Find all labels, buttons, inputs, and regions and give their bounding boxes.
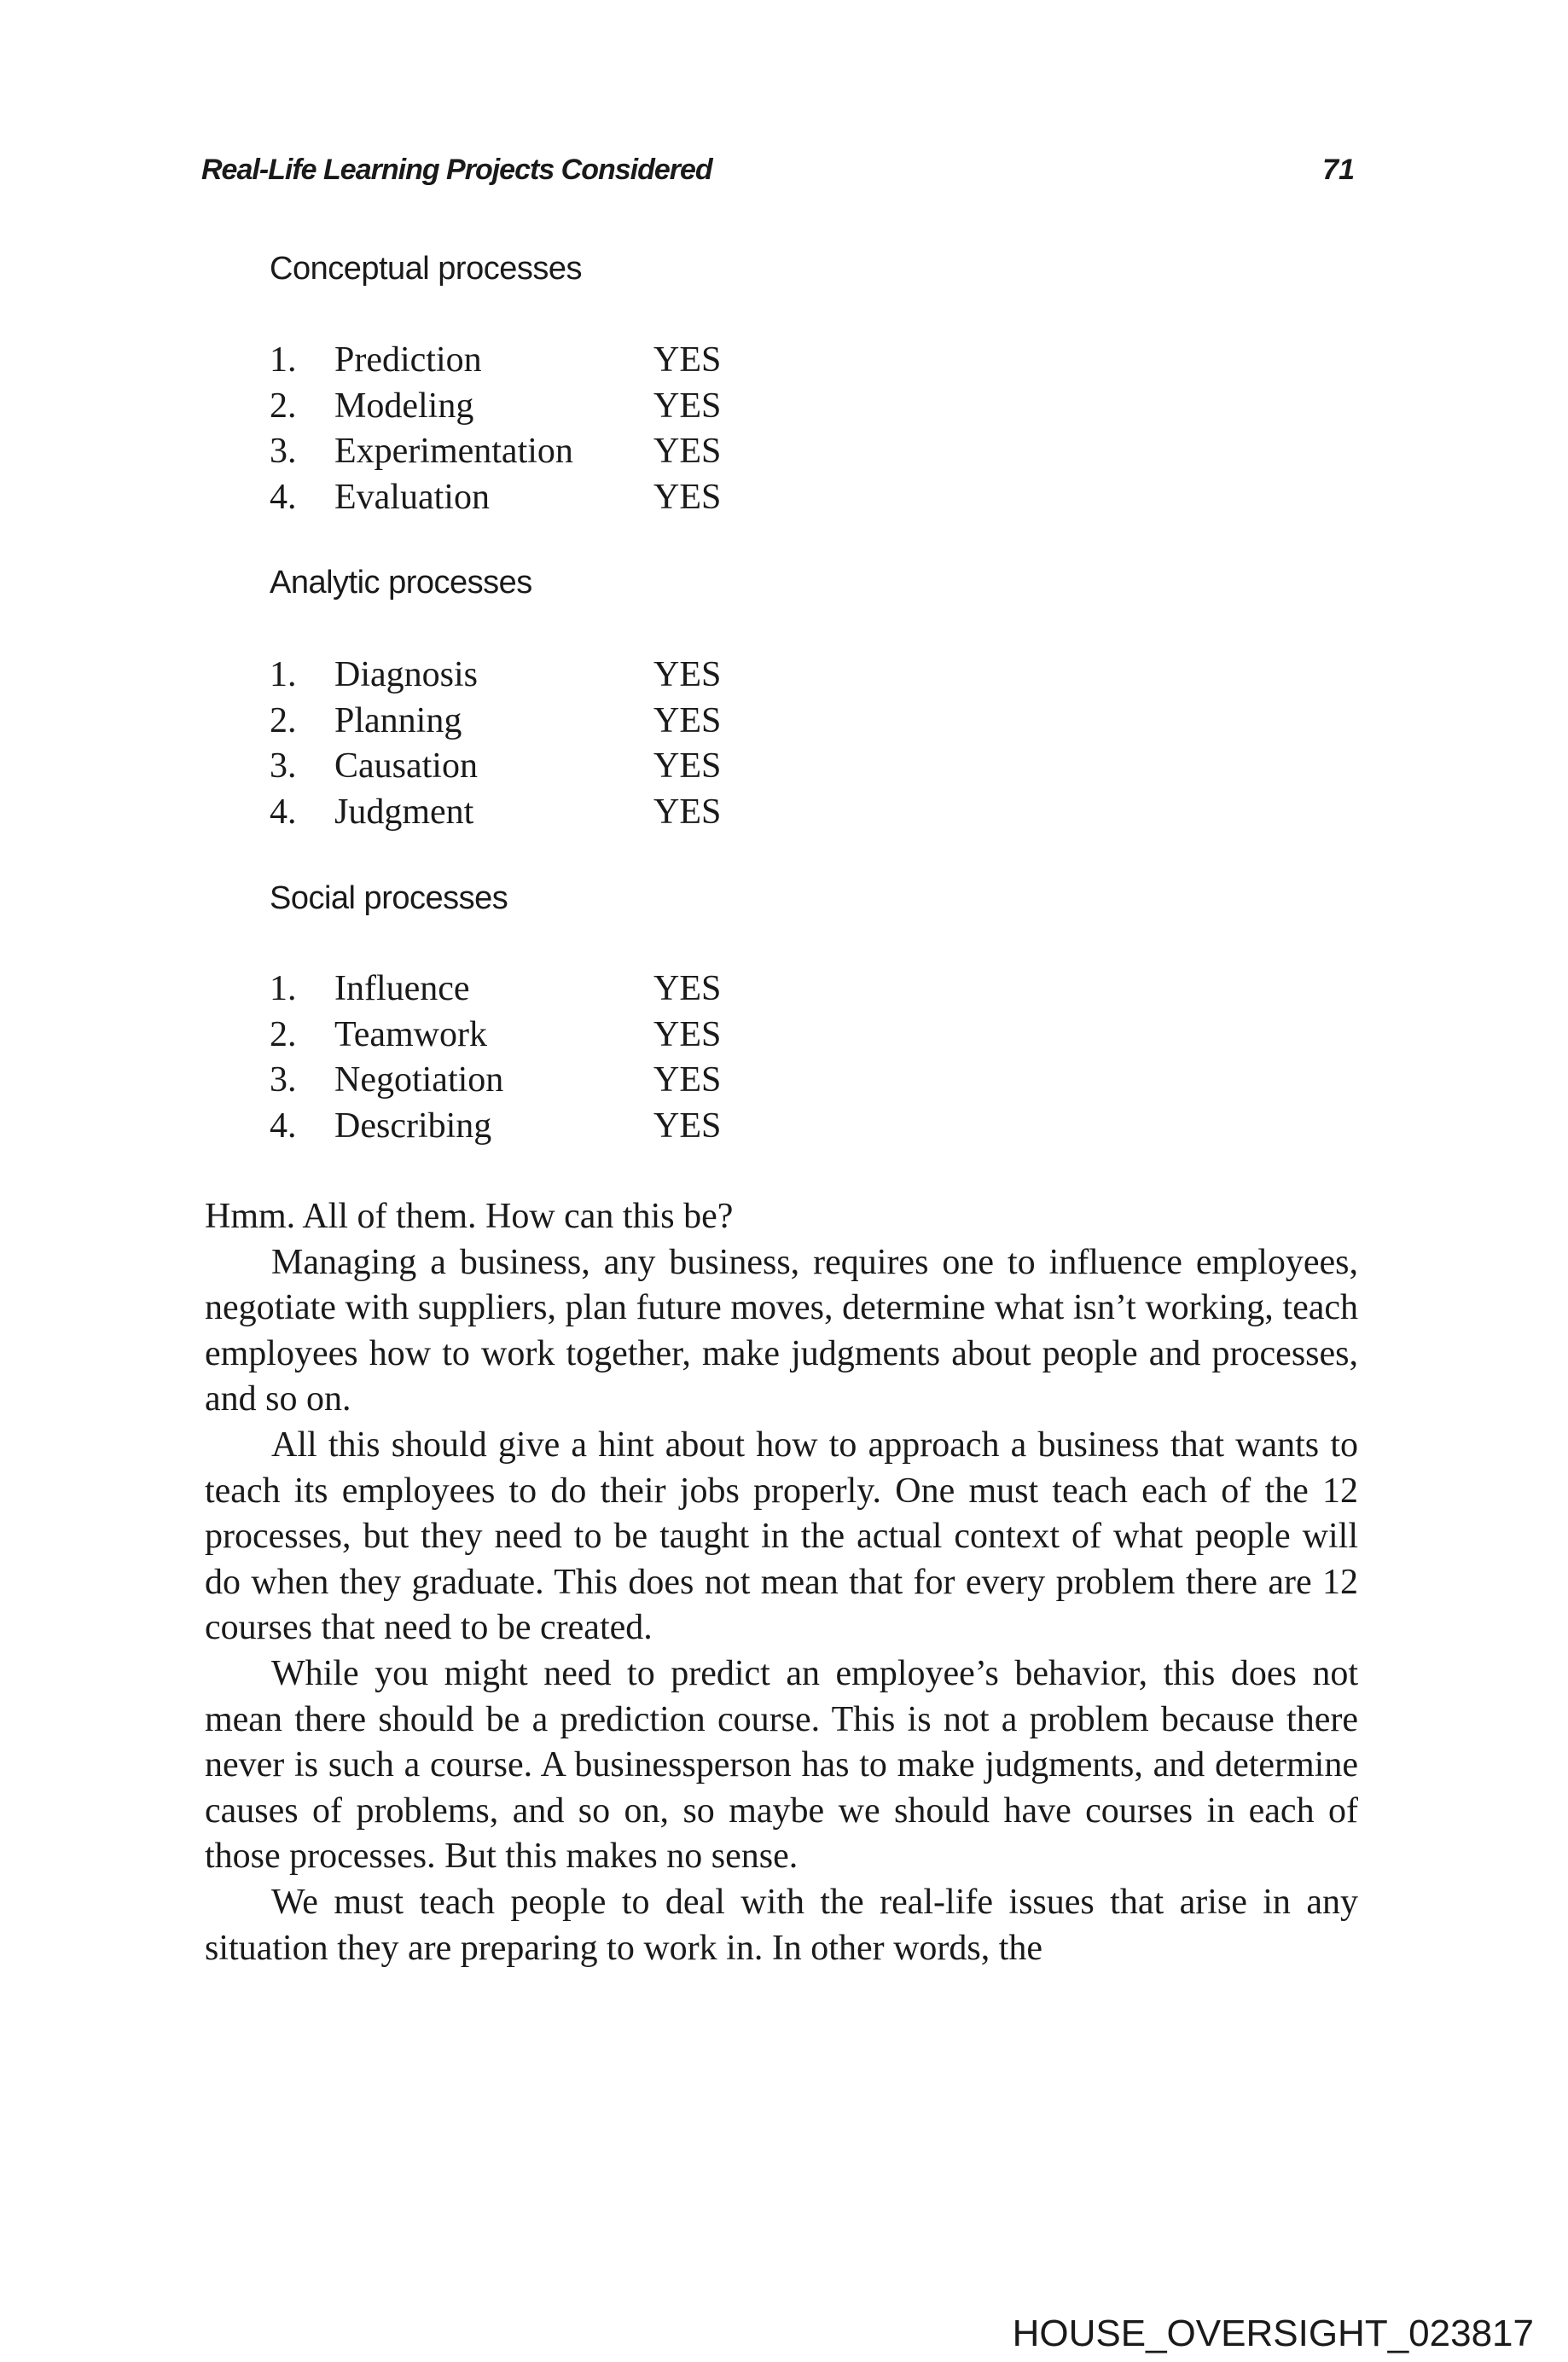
- item-label: Planning: [334, 700, 462, 740]
- item-label: Teamwork: [334, 1014, 487, 1054]
- body-text: [205, 1194, 1358, 1971]
- item-value: YES: [653, 386, 722, 426]
- item-label: Prediction: [334, 340, 482, 380]
- item-number: 4.: [270, 792, 297, 832]
- item-label: Influence: [334, 969, 470, 1008]
- item-number: 2.: [270, 700, 297, 740]
- item-number: 3.: [270, 432, 297, 471]
- item-number: 3.: [270, 746, 297, 786]
- item-number: 4.: [270, 477, 297, 517]
- item-label: Negotiation: [334, 1060, 504, 1100]
- page-number: 71: [1322, 154, 1355, 186]
- paragraph: Hmm. All of them. How can this be?: [205, 1197, 734, 1236]
- item-value: YES: [653, 969, 722, 1008]
- item-number: 1.: [270, 655, 297, 694]
- item-number: 3.: [270, 1060, 297, 1100]
- item-label: Modeling: [334, 386, 474, 426]
- paragraph: We must teach people to deal with the real-life issues that arise in any situation they are preparing to work in. In other words, the: [205, 1882, 1358, 1968]
- paragraph: All this should give a hint about how to approach a business that wants to teach its employees to do their jobs properly. One must teach each of the 12 processes, but they need to be taught in the actual context of what people will do when they graduate. This does not mean that for every problem there are 12 courses that need to be created.: [205, 1425, 1358, 1648]
- item-value: YES: [653, 1060, 722, 1100]
- paragraph: Managing a business, any business, requires one to influence employees, negotiate with suppliers, plan future moves, determine what isn’t working, teach employees how to work together, make judgments about people and processes, and so on.: [205, 1242, 1358, 1419]
- item-number: 1.: [270, 969, 297, 1008]
- item-number: 2.: [270, 1014, 297, 1054]
- running-title: Real-Life Learning Projects Considered: [201, 154, 712, 186]
- item-value: YES: [653, 1106, 722, 1146]
- paragraph: While you might need to predict an employee’s behavior, this does not mean there should be a prediction course. This is not a problem because there never is such a course. A businessperson has to make judgments, and determine causes of problems, and so on, so maybe we should have courses in each of those processes. But this makes no sense.: [205, 1653, 1358, 1877]
- item-value: YES: [653, 655, 722, 694]
- item-label: Evaluation: [334, 477, 490, 517]
- item-number: 1.: [270, 340, 297, 380]
- item-value: YES: [653, 477, 722, 517]
- item-value: YES: [653, 700, 722, 740]
- item-value: YES: [653, 340, 722, 380]
- item-label: Experimentation: [334, 432, 573, 471]
- section-heading-conceptual: Conceptual processes: [270, 251, 582, 287]
- item-label: Diagnosis: [334, 655, 478, 694]
- bates-number: HOUSE_OVERSIGHT_023817: [1012, 2313, 1534, 2354]
- item-label: Judgment: [334, 792, 474, 832]
- item-number: 2.: [270, 386, 297, 426]
- item-value: YES: [653, 792, 722, 832]
- item-label: Describing: [334, 1106, 492, 1146]
- item-value: YES: [653, 746, 722, 786]
- section-heading-social: Social processes: [270, 880, 508, 916]
- item-value: YES: [653, 1014, 722, 1054]
- item-label: Causation: [334, 746, 478, 786]
- item-number: 4.: [270, 1106, 297, 1146]
- section-heading-analytic: Analytic processes: [270, 565, 532, 601]
- running-head: [201, 154, 1355, 196]
- item-value: YES: [653, 432, 722, 471]
